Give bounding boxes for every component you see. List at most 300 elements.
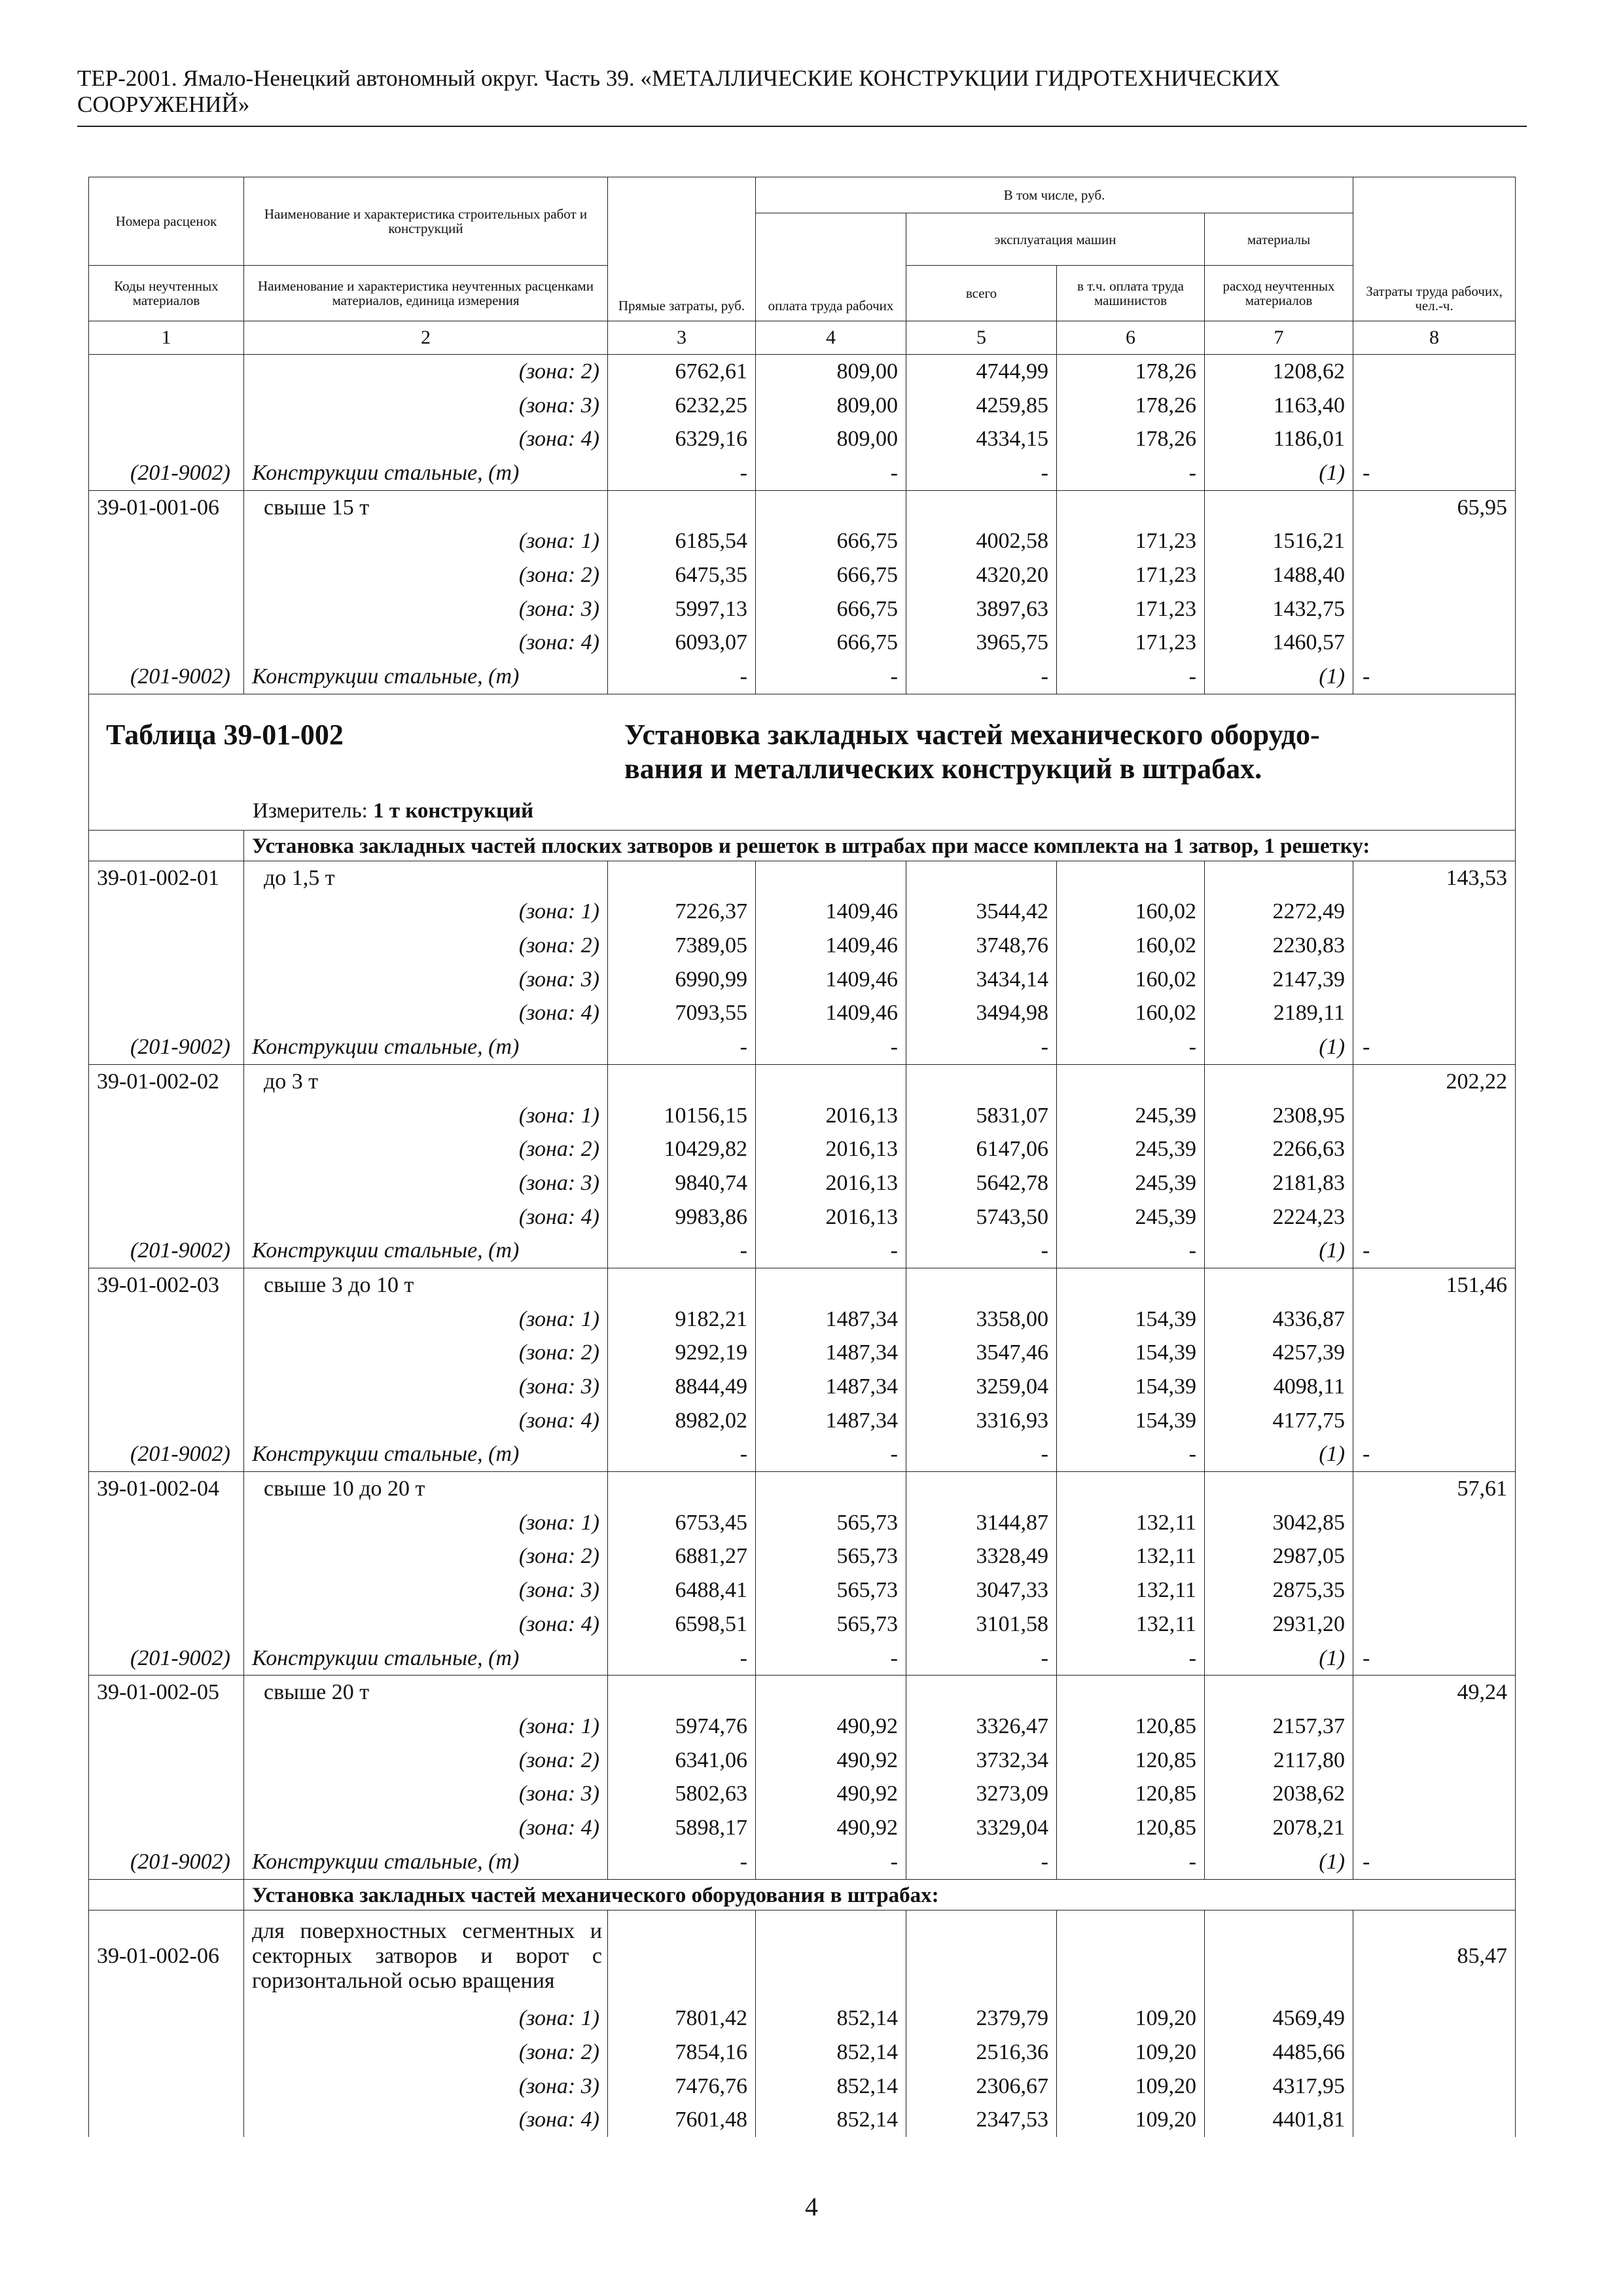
- labor-pay: 1409,46: [756, 997, 906, 1031]
- material-row: [89, 1234, 1516, 1268]
- direct-cost: 7389,05: [608, 929, 756, 963]
- materials-cost: 2987,05: [1205, 1540, 1353, 1574]
- material-code: (201-9002): [89, 1234, 244, 1268]
- group-exp-title: эксплуатация машин: [906, 213, 1205, 266]
- col2-title: Наименование и характеристика строительных работ и конструкций: [244, 177, 608, 266]
- zone-label: (зона: 3): [244, 1166, 608, 1200]
- labor-hours: 143,53: [1353, 861, 1516, 895]
- direct-cost: 7226,37: [608, 895, 756, 929]
- dash: -: [756, 1641, 906, 1676]
- section-heading-row: [89, 1879, 1516, 1910]
- material-qty: (1): [1205, 1845, 1353, 1879]
- machines-total: 3544,42: [906, 895, 1057, 929]
- direct-cost: 10156,15: [608, 1099, 756, 1133]
- labor-pay: 852,14: [756, 2036, 906, 2070]
- zone-row: [89, 1302, 1516, 1336]
- operators-pay: 171,23: [1057, 524, 1205, 558]
- machines-total: 5831,07: [906, 1099, 1057, 1133]
- operators-pay: 160,02: [1057, 963, 1205, 997]
- col-number: 6: [1057, 321, 1205, 355]
- item-row: [89, 1268, 1516, 1302]
- labor-pay: 490,92: [756, 1744, 906, 1778]
- zone-label: (зона: 1): [244, 1302, 608, 1336]
- zone-row: [89, 1607, 1516, 1641]
- col1-subtitle: Коды неучтенных материалов: [89, 266, 244, 321]
- dash: -: [906, 1030, 1057, 1064]
- zone-row: [89, 1200, 1516, 1234]
- materials-cost: 2078,21: [1205, 1811, 1353, 1845]
- col3-title: Прямые затраты, руб.: [608, 177, 756, 321]
- dash: -: [756, 1438, 906, 1472]
- machines-total: 2306,67: [906, 2070, 1057, 2104]
- labor-pay: 852,14: [756, 2002, 906, 2036]
- zone-label: (зона: 2): [244, 558, 608, 592]
- dash: -: [1057, 1845, 1205, 1879]
- labor-pay: 1487,34: [756, 1404, 906, 1438]
- rate-description: свыше 20 т: [244, 1676, 608, 1710]
- machines-total: 3329,04: [906, 1811, 1057, 1845]
- machines-total: 4320,20: [906, 558, 1057, 592]
- labor-pay: 2016,13: [756, 1132, 906, 1166]
- table-39-01-002-heading: [89, 694, 1516, 861]
- rate-item-39-01-002-06: [89, 1910, 1516, 2137]
- operators-pay: 120,85: [1057, 1777, 1205, 1811]
- operators-pay: 132,11: [1057, 1573, 1205, 1607]
- zone-label: (зона: 2): [244, 1540, 608, 1574]
- machines-total: 3732,34: [906, 1744, 1057, 1778]
- direct-cost: 8982,02: [608, 1404, 756, 1438]
- material-row: [89, 1438, 1516, 1472]
- direct-cost: 5802,63: [608, 1777, 756, 1811]
- rate-description: до 1,5 т: [244, 861, 608, 895]
- dash: -: [608, 1030, 756, 1064]
- zone-label: (зона: 3): [244, 389, 608, 423]
- rate-code: 39-01-001-06: [89, 490, 244, 524]
- material-qty: (1): [1205, 1438, 1353, 1472]
- rate-description: до 3 т: [244, 1065, 608, 1099]
- materials-cost: 2157,37: [1205, 1710, 1353, 1744]
- operators-pay: 178,26: [1057, 355, 1205, 389]
- operators-pay: 109,20: [1057, 2104, 1205, 2138]
- direct-cost: 6990,99: [608, 963, 756, 997]
- zone-label: (зона: 1): [244, 2002, 608, 2036]
- dash: -: [1353, 1030, 1516, 1064]
- zone-row: [89, 2070, 1516, 2104]
- operators-pay: 109,20: [1057, 2070, 1205, 2104]
- col-number: 7: [1205, 321, 1353, 355]
- machines-total: 2347,53: [906, 2104, 1057, 2138]
- zone-row: [89, 1099, 1516, 1133]
- previous-item-continuation: [89, 355, 1516, 491]
- labor-hours: 151,46: [1353, 1268, 1516, 1302]
- labor-pay: 666,75: [756, 558, 906, 592]
- material-name: Конструкции стальные, (т): [244, 1030, 608, 1064]
- machines-total: 3316,93: [906, 1404, 1057, 1438]
- labor-hours: 57,61: [1353, 1472, 1516, 1506]
- materials-cost: 2875,35: [1205, 1573, 1353, 1607]
- machines-total: 3748,76: [906, 929, 1057, 963]
- material-name: Конструкции стальные, (т): [244, 1234, 608, 1268]
- dash: -: [1057, 1234, 1205, 1268]
- zone-row: [89, 2002, 1516, 2036]
- materials-cost: 3042,85: [1205, 1506, 1353, 1540]
- zone-label: (зона: 4): [244, 422, 608, 456]
- operators-pay: 245,39: [1057, 1099, 1205, 1133]
- labor-pay: 1409,46: [756, 929, 906, 963]
- dash: -: [1353, 1641, 1516, 1676]
- rate-code: 39-01-002-04: [89, 1472, 244, 1506]
- machines-total: 3047,33: [906, 1573, 1057, 1607]
- zone-row: [89, 524, 1516, 558]
- material-code: (201-9002): [89, 1438, 244, 1472]
- operators-pay: 245,39: [1057, 1200, 1205, 1234]
- machines-total: 5743,50: [906, 1200, 1057, 1234]
- dash: -: [906, 456, 1057, 490]
- operators-pay: 171,23: [1057, 626, 1205, 660]
- dash: -: [906, 660, 1057, 694]
- col-number: 2: [244, 321, 608, 355]
- zone-label: (зона: 3): [244, 1573, 608, 1607]
- operators-pay: 160,02: [1057, 929, 1205, 963]
- machines-total: 3101,58: [906, 1607, 1057, 1641]
- labor-pay: 565,73: [756, 1540, 906, 1574]
- dash: -: [608, 456, 756, 490]
- zone-row: [89, 592, 1516, 626]
- direct-cost: 9292,19: [608, 1336, 756, 1371]
- materials-cost: 1460,57: [1205, 626, 1353, 660]
- item-row: [89, 861, 1516, 895]
- machines-total: 3494,98: [906, 997, 1057, 1031]
- material-qty: (1): [1205, 456, 1353, 490]
- rate-code: 39-01-002-03: [89, 1268, 244, 1302]
- materials-cost: 1186,01: [1205, 422, 1353, 456]
- zone-row: [89, 2104, 1516, 2138]
- operators-pay: 171,23: [1057, 558, 1205, 592]
- machines-total: 3965,75: [906, 626, 1057, 660]
- operators-pay: 132,11: [1057, 1506, 1205, 1540]
- operators-pay: 178,26: [1057, 389, 1205, 423]
- direct-cost: 6475,35: [608, 558, 756, 592]
- rate-code: 39-01-002-02: [89, 1065, 244, 1099]
- measure-value: 1 т конструкций: [373, 798, 534, 823]
- materials-cost: 4401,81: [1205, 2104, 1353, 2138]
- zone-label: (зона: 1): [244, 895, 608, 929]
- rate-description: свыше 10 до 20 т: [244, 1472, 608, 1506]
- direct-cost: 6762,61: [608, 355, 756, 389]
- rate-items: [89, 861, 1516, 1879]
- labor-pay: 809,00: [756, 389, 906, 423]
- col-number: 8: [1353, 321, 1516, 355]
- col-number: 3: [608, 321, 756, 355]
- rates-table: [88, 177, 1516, 2137]
- dash: -: [756, 660, 906, 694]
- dash: -: [1057, 456, 1205, 490]
- measure-unit: [253, 799, 533, 823]
- labor-pay: 565,73: [756, 1506, 906, 1540]
- direct-cost: 7476,76: [608, 2070, 756, 2104]
- direct-cost: 7601,48: [608, 2104, 756, 2138]
- direct-cost: 7854,16: [608, 2036, 756, 2070]
- item-row: [89, 1676, 1516, 1710]
- dash: -: [756, 1234, 906, 1268]
- zone-label: (зона: 4): [244, 2104, 608, 2138]
- col-number: 4: [756, 321, 906, 355]
- dash: -: [906, 1438, 1057, 1472]
- zone-label: (зона: 2): [244, 1336, 608, 1371]
- materials-cost: 2038,62: [1205, 1777, 1353, 1811]
- zone-label: (зона: 1): [244, 1710, 608, 1744]
- zone-label: (зона: 3): [244, 2070, 608, 2104]
- machines-total: 4002,58: [906, 524, 1057, 558]
- dash: -: [906, 1845, 1057, 1879]
- materials-cost: 4257,39: [1205, 1336, 1353, 1371]
- material-row: [89, 660, 1516, 694]
- col4-title: оплата труда рабочих: [756, 213, 906, 321]
- rate-code: 39-01-002-05: [89, 1676, 244, 1710]
- zone-row: [89, 929, 1516, 963]
- direct-cost: 9182,21: [608, 1302, 756, 1336]
- machines-total: 3434,14: [906, 963, 1057, 997]
- zone-label: (зона: 2): [244, 355, 608, 389]
- item-row: [89, 490, 1516, 524]
- material-code: (201-9002): [89, 660, 244, 694]
- machines-total: 6147,06: [906, 1132, 1057, 1166]
- direct-cost: 10429,82: [608, 1132, 756, 1166]
- materials-cost: 4317,95: [1205, 2070, 1353, 2104]
- direct-cost: 6341,06: [608, 1744, 756, 1778]
- labor-pay: 666,75: [756, 592, 906, 626]
- machines-total: 3358,00: [906, 1302, 1057, 1336]
- rate-item-39-01-001-06: [89, 490, 1516, 694]
- materials-cost: 1432,75: [1205, 592, 1353, 626]
- dash: -: [1057, 1030, 1205, 1064]
- dash: -: [1353, 660, 1516, 694]
- zone-row: [89, 1166, 1516, 1200]
- materials-cost: 2147,39: [1205, 963, 1353, 997]
- materials-cost: 1516,21: [1205, 524, 1353, 558]
- material-qty: (1): [1205, 1234, 1353, 1268]
- machines-total: 5642,78: [906, 1166, 1057, 1200]
- material-qty: (1): [1205, 1641, 1353, 1676]
- dash: -: [1057, 1438, 1205, 1472]
- materials-cost: 4098,11: [1205, 1370, 1353, 1404]
- labor-pay: 490,92: [756, 1710, 906, 1744]
- zone-row: [89, 558, 1516, 592]
- section-heading: Установка закладных частей плоских затворов и решеток в штрабах при массе комплекта на 1 затвор, 1 решетку:: [244, 830, 1516, 861]
- direct-cost: 6488,41: [608, 1573, 756, 1607]
- zone-label: (зона: 2): [244, 2036, 608, 2070]
- material-row: [89, 1845, 1516, 1879]
- materials-cost: 2308,95: [1205, 1099, 1353, 1133]
- running-header: [77, 65, 1530, 118]
- materials-cost: 1163,40: [1205, 389, 1353, 423]
- zone-row: [89, 2036, 1516, 2070]
- dash: -: [906, 1641, 1057, 1676]
- machines-total: 3273,09: [906, 1777, 1057, 1811]
- machines-total: 3897,63: [906, 592, 1057, 626]
- col-number: 5: [906, 321, 1057, 355]
- labor-hours: 202,22: [1353, 1065, 1516, 1099]
- labor-hours: 65,95: [1353, 490, 1516, 524]
- materials-cost: 1208,62: [1205, 355, 1353, 389]
- dash: -: [1353, 1845, 1516, 1879]
- col1-title: Номера расценок: [89, 177, 244, 266]
- direct-cost: 5974,76: [608, 1710, 756, 1744]
- zone-label: (зона: 3): [244, 1777, 608, 1811]
- col8-title: Затраты труда рабочих, чел.-ч.: [1353, 177, 1516, 321]
- item-row: [89, 1910, 1516, 2002]
- labor-pay: 490,92: [756, 1777, 906, 1811]
- labor-pay: 1409,46: [756, 895, 906, 929]
- labor-pay: 565,73: [756, 1573, 906, 1607]
- labor-pay: 1487,34: [756, 1302, 906, 1336]
- labor-pay: 490,92: [756, 1811, 906, 1845]
- materials-cost: 2181,83: [1205, 1166, 1353, 1200]
- rate-code: 39-01-002-01: [89, 861, 244, 895]
- material-name: Конструкции стальные, (т): [244, 456, 608, 490]
- material-code: (201-9002): [89, 1641, 244, 1676]
- machines-total: 4334,15: [906, 422, 1057, 456]
- labor-pay: 1487,34: [756, 1370, 906, 1404]
- machines-total: 2516,36: [906, 2036, 1057, 2070]
- table-number: Таблица 39-01-002: [106, 718, 344, 751]
- materials-cost: 1488,40: [1205, 558, 1353, 592]
- machines-total: 4744,99: [906, 355, 1057, 389]
- col6-title: в т.ч. оплата труда машинистов: [1057, 266, 1205, 321]
- header-rule: [77, 126, 1527, 127]
- labor-hours: 49,24: [1353, 1676, 1516, 1710]
- zone-row: [89, 1811, 1516, 1845]
- operators-pay: 132,11: [1057, 1540, 1205, 1574]
- material-qty: (1): [1205, 660, 1353, 694]
- direct-cost: 7093,55: [608, 997, 756, 1031]
- direct-cost: 9840,74: [608, 1166, 756, 1200]
- materials-cost: 2189,11: [1205, 997, 1353, 1031]
- material-code: (201-9002): [89, 1845, 244, 1879]
- material-name: Конструкции стальные, (т): [244, 660, 608, 694]
- operators-pay: 160,02: [1057, 997, 1205, 1031]
- operators-pay: 109,20: [1057, 2036, 1205, 2070]
- operators-pay: 171,23: [1057, 592, 1205, 626]
- col7-title: расход неучтенных материалов: [1205, 266, 1353, 321]
- labor-pay: 666,75: [756, 524, 906, 558]
- direct-cost: 8844,49: [608, 1370, 756, 1404]
- machines-total: 3328,49: [906, 1540, 1057, 1574]
- material-code: (201-9002): [89, 1030, 244, 1064]
- material-row: [89, 1030, 1516, 1064]
- machines-total: 3259,04: [906, 1370, 1057, 1404]
- rate-code: 39-01-002-06: [89, 1910, 244, 2002]
- labor-pay: 2016,13: [756, 1166, 906, 1200]
- materials-cost: 2224,23: [1205, 1200, 1353, 1234]
- table-title-line-1: Установка закладных частей механического оборудо-: [624, 718, 1320, 751]
- material-code: (201-9002): [89, 456, 244, 490]
- material-row: [89, 1641, 1516, 1676]
- table-title-line-2: вания и металлических конструкций в штрабах.: [624, 752, 1262, 785]
- operators-pay: 120,85: [1057, 1710, 1205, 1744]
- rate-description: свыше 15 т: [244, 490, 608, 524]
- section-heading-row: [89, 830, 1516, 861]
- dash: -: [1353, 1234, 1516, 1268]
- machines-total: 3144,87: [906, 1506, 1057, 1540]
- zone-row: [89, 997, 1516, 1031]
- column-numbers-row: [89, 321, 1516, 355]
- zone-row: [89, 895, 1516, 929]
- operators-pay: 120,85: [1057, 1811, 1205, 1845]
- materials-cost: 2931,20: [1205, 1607, 1353, 1641]
- measure-label: Измеритель:: [253, 798, 374, 823]
- labor-hours: 85,47: [1353, 1910, 1516, 2002]
- dash: -: [1057, 1641, 1205, 1676]
- direct-cost: 7801,42: [608, 2002, 756, 2036]
- machines-total: 3547,46: [906, 1336, 1057, 1371]
- machines-total: 4259,85: [906, 389, 1057, 423]
- operators-pay: 109,20: [1057, 2002, 1205, 2036]
- direct-cost: 6232,25: [608, 389, 756, 423]
- table-title: [624, 718, 1475, 786]
- zone-label: (зона: 1): [244, 1099, 608, 1133]
- labor-pay: 852,14: [756, 2070, 906, 2104]
- dash: -: [906, 1234, 1057, 1268]
- zone-label: (зона: 4): [244, 1607, 608, 1641]
- zone-row: [89, 1132, 1516, 1166]
- dash: -: [1353, 1438, 1516, 1472]
- direct-cost: 6185,54: [608, 524, 756, 558]
- materials-cost: 2266,63: [1205, 1132, 1353, 1166]
- operators-pay: 245,39: [1057, 1132, 1205, 1166]
- materials-cost: 2230,83: [1205, 929, 1353, 963]
- material-name: Конструкции стальные, (т): [244, 1641, 608, 1676]
- labor-pay: 1409,46: [756, 963, 906, 997]
- col-number: 1: [89, 321, 244, 355]
- machines-total: 2379,79: [906, 2002, 1057, 2036]
- col5-title: всего: [906, 266, 1057, 321]
- labor-pay: 809,00: [756, 422, 906, 456]
- header-line-1: ТЕР-2001. Ямало-Ненецкий автономный округ. Часть 39. «МЕТАЛЛИЧЕСКИЕ КОНСТРУКЦИИ ГИДРОТЕХНИЧЕСКИХ: [77, 65, 1280, 91]
- dash: -: [756, 1030, 906, 1064]
- dash: -: [608, 660, 756, 694]
- operators-pay: 120,85: [1057, 1744, 1205, 1778]
- dash: -: [756, 456, 906, 490]
- operators-pay: 154,39: [1057, 1302, 1205, 1336]
- direct-cost: 6881,27: [608, 1540, 756, 1574]
- direct-cost: 5997,13: [608, 592, 756, 626]
- zone-row: [89, 1336, 1516, 1371]
- dash: -: [608, 1438, 756, 1472]
- materials-cost: 2272,49: [1205, 895, 1353, 929]
- dash: -: [1057, 660, 1205, 694]
- zone-label: (зона: 3): [244, 592, 608, 626]
- labor-pay: 666,75: [756, 626, 906, 660]
- material-qty: (1): [1205, 1030, 1353, 1064]
- table-header: [89, 177, 1516, 355]
- zone-label: (зона: 2): [244, 1132, 608, 1166]
- zone-row: [89, 1573, 1516, 1607]
- operators-pay: 160,02: [1057, 895, 1205, 929]
- labor-pay: 1487,34: [756, 1336, 906, 1371]
- material-row: [89, 456, 1516, 490]
- operators-pay: 132,11: [1057, 1607, 1205, 1641]
- labor-pay: 565,73: [756, 1607, 906, 1641]
- zone-row: [89, 1777, 1516, 1811]
- zone-row: [89, 1370, 1516, 1404]
- zone-row: [89, 963, 1516, 997]
- direct-cost: 6093,07: [608, 626, 756, 660]
- zone-row: [89, 1744, 1516, 1778]
- material-name: Конструкции стальные, (т): [244, 1845, 608, 1879]
- materials-cost: 2117,80: [1205, 1744, 1353, 1778]
- dash: -: [608, 1641, 756, 1676]
